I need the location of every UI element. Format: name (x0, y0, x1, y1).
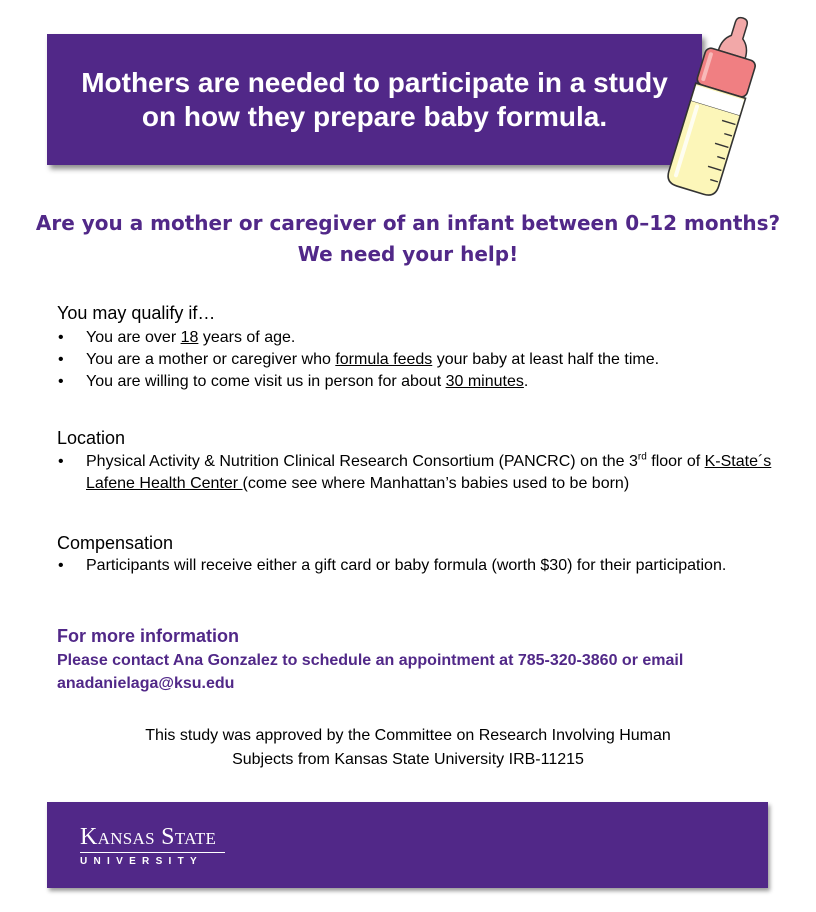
compensation-heading: Compensation (57, 533, 174, 553)
list-item: • You are over 18 years of age. (57, 327, 777, 349)
contact-info: Please contact Ana Gonzalez to schedule an appointment at 785-320-3860 or email anadanielaga@ksu.edu (57, 652, 684, 692)
kansas-state-logo: Kansas State UNIVERSITY (80, 824, 230, 868)
location-list (57, 451, 772, 495)
qualify-list (57, 327, 777, 393)
location-heading: Location (57, 428, 126, 448)
headline-question (30, 208, 786, 270)
footer-banner (47, 802, 768, 888)
lafene-health-center-link[interactable]: K-State´s Lafene Health Center (86, 453, 772, 492)
page-title: Mothers are needed to participate in a study on how they prepare baby formula. (81, 66, 668, 132)
qualify-heading: You may qualify if… (57, 303, 216, 323)
compensation-list (57, 555, 737, 577)
baby-bottle-icon (660, 12, 772, 200)
question-line-1: Are you a mother or caregiver of an infant between 0–12 months? (35, 211, 781, 235)
list-item: • Participants will receive either a gift card or baby formula (worth $30) for their participation. (57, 555, 737, 577)
list-item: • Physical Activity & Nutrition Clinical Research Consortium (PANCRC) on the 3rd floor of K-State´s Lafene Health Center (come see where Manhattan’s babies used to be born) (57, 451, 772, 495)
irb-approval-note: This study was approved by the Committee on Research Involving Human Subjects from Kansas State University IRB-11215 (145, 727, 671, 768)
more-info-heading: For more information (57, 626, 240, 646)
header-banner (47, 34, 702, 165)
list-item: • You are willing to come visit us in person for about 30 minutes. (57, 371, 777, 393)
question-line-2: We need your help! (297, 242, 519, 266)
list-item: • You are a mother or caregiver who formula feeds your baby at least half the time. (57, 349, 777, 371)
